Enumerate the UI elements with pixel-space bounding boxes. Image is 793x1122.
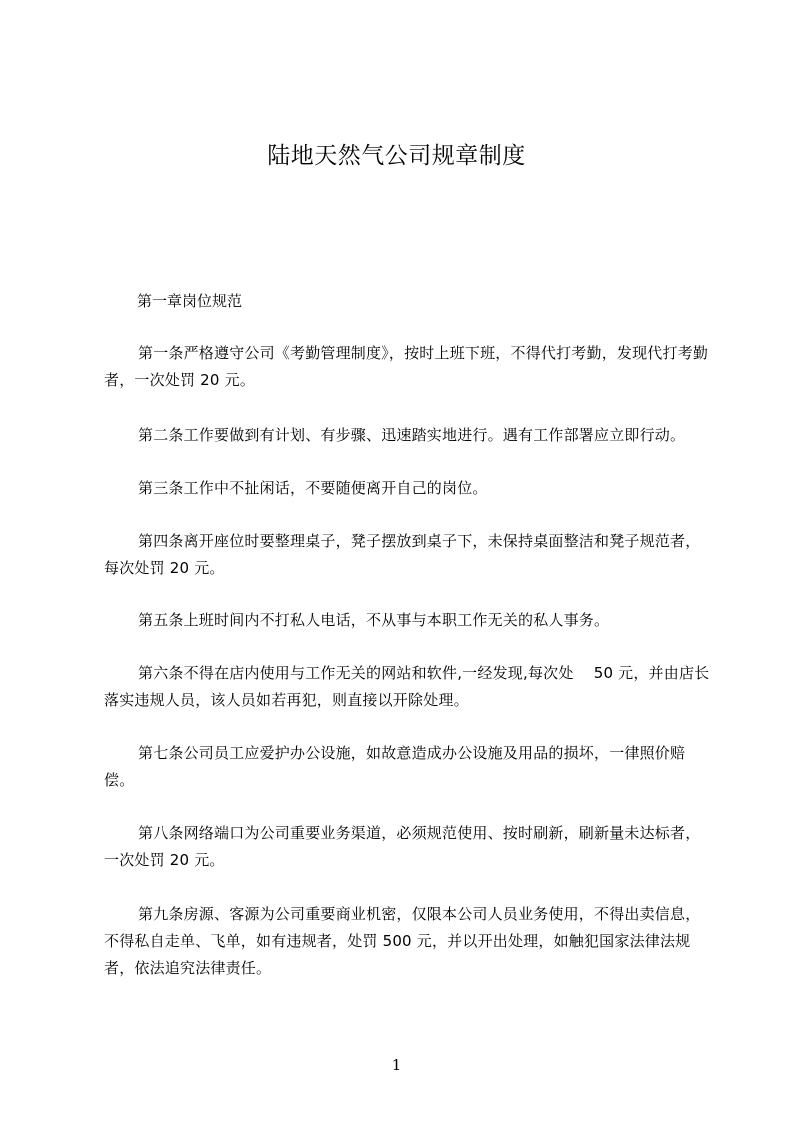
article-9: 第九条房源、客源为公司重要商业机密，仅限本公司人员业务使用，不得出卖信息，不得私自走单、飞单，如有违规者，处罚 500 元，并以开出处理，如触犯国家法律法规者，依法追究法律责任。: [104, 905, 701, 977]
document-title: 陆地天然气公司规章制度: [267, 143, 526, 169]
article-5: 第五条上班时间内不打私人电话，不从事与本职工作无关的私人事务。: [138, 611, 610, 629]
article-3: 第三条工作中不扯闲话，不要随便离开自己的岗位。: [138, 479, 488, 497]
article-8: 第八条网络端口为公司重要业务渠道，必须规范使用、按时刷新，刷新量未达标者，一次处罚 20 元。: [104, 824, 701, 869]
page-number: 1: [391, 1056, 402, 1074]
article-1: 第一条严格遵守公司《考勤管理制度》，按时上班下班，不得代打考勤，发现代打考勤者，一次处罚 20 元。: [104, 344, 709, 389]
article-4: 第四条离开座位时要整理桌子，凳子摆放到桌子下，未保持桌面整洁和凳子规范者，每次处罚 20 元。: [104, 532, 701, 577]
article-6: 第六条不得在店内使用与工作无关的网站和软件,一经发现,每次处 50 元，并由店长落实违规人员，该人员如若再犯，则直接以开除处理。: [104, 664, 710, 709]
chapter-heading: 第一章岗位规范: [137, 292, 243, 310]
article-7: 第七条公司员工应爱护办公设施，如故意造成办公设施及用品的损坏，一律照价赔偿。: [104, 744, 686, 789]
article-2: 第二条工作要做到有计划、有步骤、迅速踏实地进行。遇有工作部署应立即行动。: [138, 426, 686, 444]
